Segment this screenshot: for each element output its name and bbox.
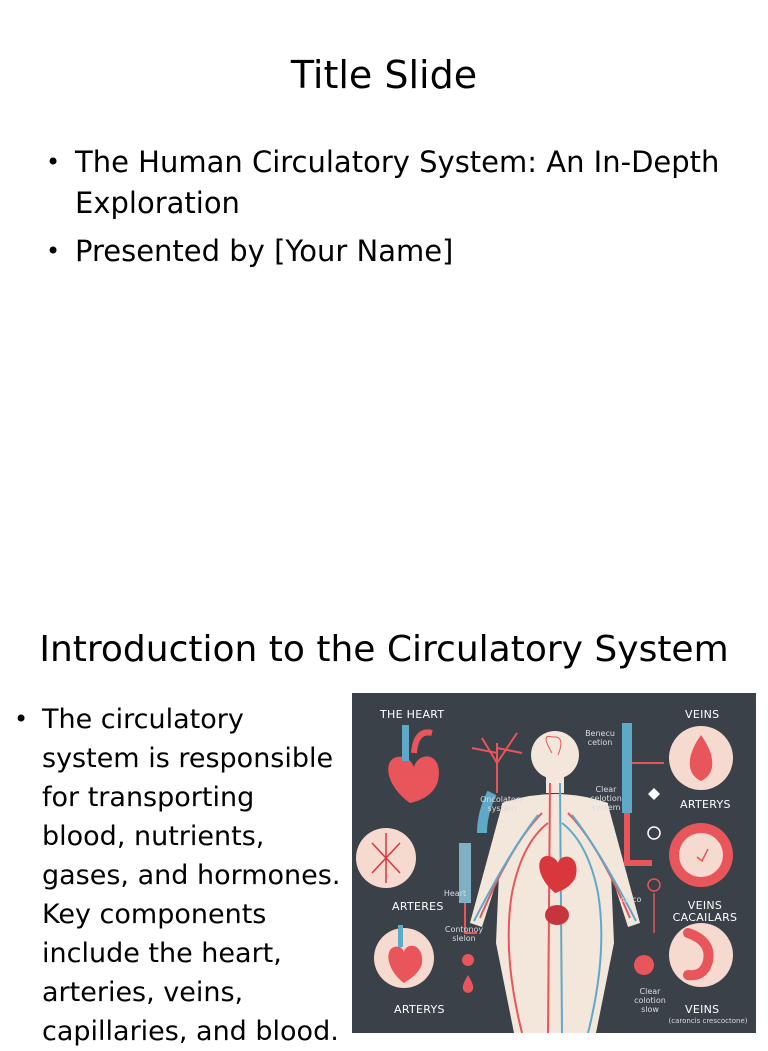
vessel-tree-icon (472, 733, 522, 793)
bullet-item (46, 142, 735, 224)
stomach-icon (669, 923, 733, 987)
slide-title-heading: Title Slide (290, 53, 478, 97)
capillary-network-icon (356, 828, 416, 888)
bullet-item (46, 231, 735, 272)
bullet-icon: • (14, 705, 29, 733)
caption-text: Clear celotion system (590, 785, 622, 812)
organ-icon (545, 905, 569, 925)
vein-circle-icon (669, 726, 733, 790)
bullet-item (14, 700, 342, 1051)
label-veins-cacailars: VEINS CACAILARS (672, 899, 738, 924)
circulatory-system-illustration (352, 693, 756, 1033)
caption-text: calco (620, 895, 642, 904)
heart-diagram-icon (388, 725, 439, 803)
bullet-icon: • (46, 148, 61, 176)
label-veins: VEINS (685, 708, 720, 721)
slide-introduction (0, 576, 768, 1047)
caption-text: Heart (443, 889, 467, 898)
bullet-icon: • (46, 237, 61, 265)
caption-text: Benecu cetion (585, 729, 615, 747)
diamond-icon (648, 788, 660, 800)
blood-drop-icon (463, 975, 474, 993)
label-veins-bottom: VEINS (685, 1003, 720, 1016)
bullet-text: Presented by [Your Name] (75, 234, 454, 268)
label-arterys: ARTERYS (394, 1003, 445, 1016)
caption-text: Clear colotion slow (634, 987, 666, 1014)
caption-text: Contonoy slelon (444, 925, 484, 943)
label-arteries: ARTERYS (680, 798, 731, 811)
label-arteres: ARTERES (392, 900, 444, 913)
bullet-text: The Human Circulatory System: An In-Depth Exploration (75, 145, 720, 220)
heart-cross-section-icon (374, 925, 434, 988)
bullet-text: The circulatory system is responsible for transporting blood, nutrients, gases, and hormones. Key components include the heart, arteries, veins, capillaries, and blood. (42, 704, 341, 1047)
node-icon (648, 827, 660, 839)
illustration-graphic (352, 693, 756, 1033)
blood-drop-icon (462, 954, 474, 966)
slide-introduction-heading: Introduction to the Circulatory System (39, 629, 729, 670)
node-icon (648, 879, 660, 891)
blood-cell-icon (634, 955, 654, 975)
bullet-list (14, 700, 342, 1051)
label-the-heart: THE HEART (380, 708, 445, 721)
caption-text: (caroncis crescoctone) (668, 1017, 748, 1025)
caption-text: Oncolatory system (480, 795, 524, 813)
artery-cross-section-icon (669, 823, 733, 887)
bullet-list (46, 142, 735, 279)
